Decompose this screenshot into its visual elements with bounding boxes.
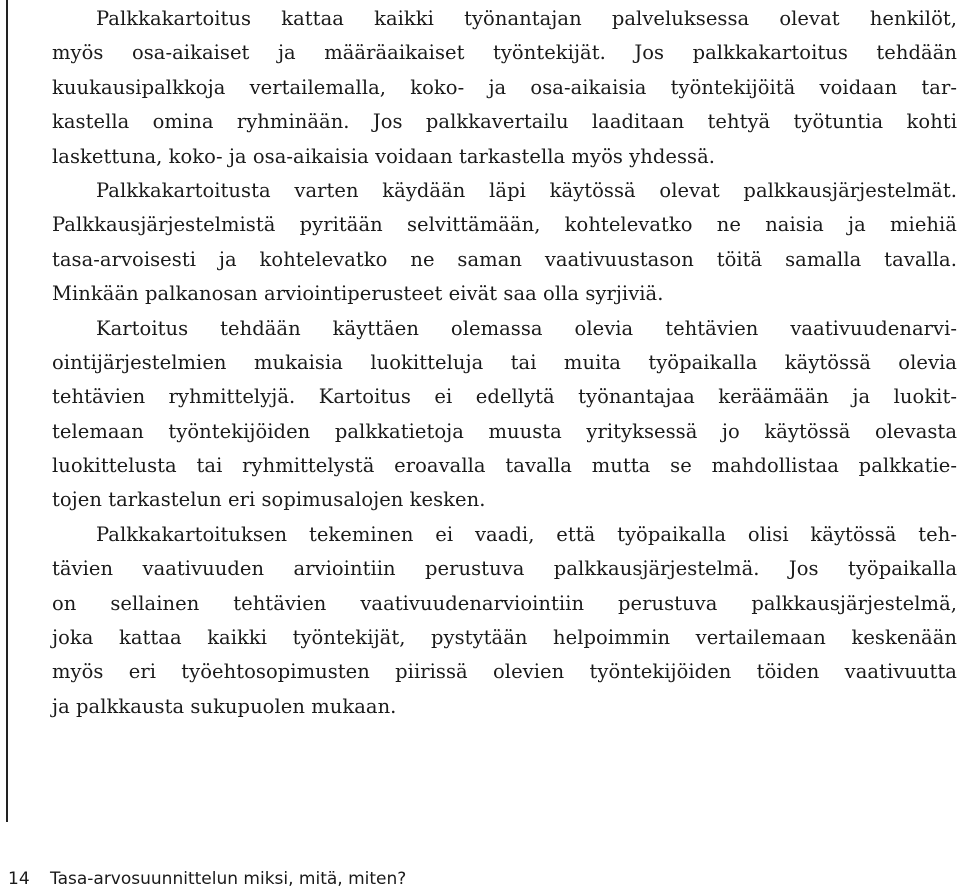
text-line: myös osa-aikaiset ja määräaikaiset työntekijät. Jos palkkakartoitus tehdään: [52, 41, 957, 65]
text-line: tehtävien ryhmittelyjä. Kartoitus ei edellytä työnantajaa keräämään ja luokit-: [52, 385, 957, 409]
text-line: tojen tarkastelun eri sopimusalojen kesken.: [52, 488, 486, 512]
text-line: ja palkkausta sukupuolen mukaan.: [52, 694, 397, 718]
page-footer: [8, 868, 406, 890]
text-line: ointijärjestelmien mukaisia luokitteluja tai muita työpaikalla käytössä olevia: [52, 350, 957, 374]
paragraph-4: [52, 518, 957, 724]
text-line: Kartoitus tehdään käyttäen olemassa olevia tehtävien vaativuudenarvi-: [96, 316, 957, 340]
text-line: kastella omina ryhminään. Jos palkkavertailu laaditaan tehtyä työtuntia kohti: [52, 110, 957, 134]
paragraph-2: [52, 174, 957, 312]
text-line: Palkkakartoitusta varten käydään läpi käytössä olevat palkkausjärjestelmät.: [96, 178, 957, 202]
page-number: 14: [8, 869, 30, 889]
text-line: Palkkakartoituksen tekeminen ei vaadi, että työpaikalla olisi käytössä teh-: [96, 522, 957, 546]
body-text: [52, 2, 957, 724]
text-line: tävien vaativuuden arviointiin perustuva palkkausjärjestelmä. Jos työpaikalla: [52, 557, 957, 581]
paragraph-1: [52, 2, 957, 174]
text-line: Palkkakartoitus kattaa kaikki työnantajan palveluksessa olevat henkilöt,: [96, 7, 957, 30]
text-line: telemaan työntekijöiden palkkatietoja muusta yrityksessä jo käytössä olevasta: [52, 419, 957, 443]
text-line: Minkään palkanosan arviointiperusteet eivät saa olla syrjiviä.: [52, 282, 664, 306]
text-line: Palkkausjärjestelmistä pyritään selvittämään, kohtelevatko ne naisia ja miehiä: [52, 213, 957, 237]
margin-rule: [6, 0, 8, 822]
text-line: tasa-arvoisesti ja kohtelevatko ne saman vaativuustason töitä samalla tavalla.: [52, 247, 957, 271]
text-line: laskettuna, koko- ja osa-aikaisia voidaan tarkastella myös yhdessä.: [52, 144, 716, 168]
running-title: Tasa-arvosuunnittelun miksi, mitä, miten?: [50, 869, 407, 889]
text-line: joka kattaa kaikki työntekijät, pystytään helpoimmin vertailemaan keskenään: [52, 626, 957, 650]
text-line: myös eri työehtosopimusten piirissä olevien työntekijöiden töiden vaativuutta: [52, 660, 957, 684]
paragraph-3: [52, 312, 957, 518]
text-line: kuukausipalkkoja vertailemalla, koko- ja osa-aikaisia työntekijöitä voidaan tar-: [52, 75, 957, 99]
text-line: on sellainen tehtävien vaativuudenarviointiin perustuva palkkausjärjestelmä,: [52, 591, 957, 615]
text-line: luokittelusta tai ryhmittelystä eroavalla tavalla mutta se mahdollistaa palkkatie-: [52, 454, 957, 478]
